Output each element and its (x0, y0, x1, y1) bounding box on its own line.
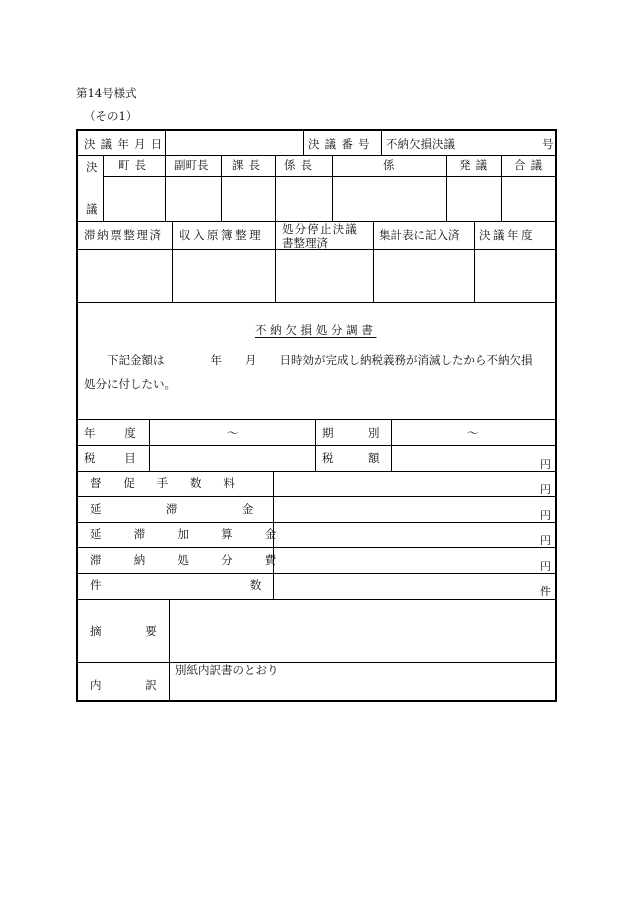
fiscal-year-separator: ～ (227, 426, 239, 440)
case-count-unit: 件 (540, 585, 551, 598)
delinquency-disposal-cost-unit: 円 (540, 560, 551, 573)
role-subsection-chief: 係長 (284, 158, 318, 172)
body-text-line1: 下記金額は 年 月 日時効が完成し納税義務が消滅したから不納欠損 (107, 353, 533, 367)
role-deputy-mayor: 副町長 (174, 158, 209, 172)
role-proposer: 発議 (459, 158, 493, 172)
check-revenue-ledger: 収入原簿整理 (179, 228, 264, 242)
form-sub-number: （その1） (84, 109, 138, 123)
breakdown-note: 別紙内訳書のとおり (175, 663, 279, 677)
role-staff: 係 (383, 158, 395, 172)
late-additional-charge-label: 延滞加算金 (90, 527, 309, 541)
late-charge-unit: 円 (540, 509, 551, 522)
late-charge-label: 延滞金 (90, 502, 318, 516)
tax-item-label: 税目 (84, 451, 165, 465)
form-number: 第14号様式 (76, 86, 137, 100)
period-separator: ～ (467, 426, 479, 440)
fiscal-year-label: 年度 (84, 426, 165, 440)
breakdown-label: 内訳 (90, 678, 201, 692)
document-title: 不納欠損処分調書 (255, 323, 377, 337)
approval-side-label-bottom: 議 (86, 202, 98, 216)
check-summary-table: 集計表に記入済 (379, 228, 460, 242)
period-label: 期別 (322, 426, 414, 440)
check-suspension-decision: 処分停止決議 (282, 222, 358, 236)
delinquency-disposal-cost-label: 滞納処分費 (90, 553, 309, 567)
body-text-line2: 処分に付したい。 (84, 377, 176, 391)
decision-number-prefix: 不納欠損決議 (386, 137, 455, 151)
decision-number-suffix: 号 (542, 137, 554, 151)
check-arrears-slip: 滞納票整理済 (84, 228, 163, 242)
role-consultation: 合議 (514, 158, 548, 172)
decision-number-label: 決議番号 (308, 137, 375, 151)
check-suspension-decision-line2: 書整理済 (282, 236, 328, 250)
dunning-fee-unit: 円 (540, 483, 551, 496)
dunning-fee-label: 督促手数料 (90, 476, 257, 490)
role-section-chief: 課長 (232, 158, 266, 172)
late-additional-charge-unit: 円 (540, 534, 551, 547)
case-count-label: 件数 (90, 578, 410, 592)
tax-amount-label: 税額 (322, 451, 414, 465)
decision-date-label: 決議年月日 (84, 137, 168, 151)
disposition-form (76, 129, 557, 702)
approval-side-label-top: 決 (86, 160, 98, 174)
summary-label: 摘要 (90, 624, 201, 638)
role-mayor: 町長 (118, 158, 152, 172)
tax-amount-unit: 円 (540, 458, 551, 471)
check-decision-year: 決議年度 (479, 228, 536, 242)
